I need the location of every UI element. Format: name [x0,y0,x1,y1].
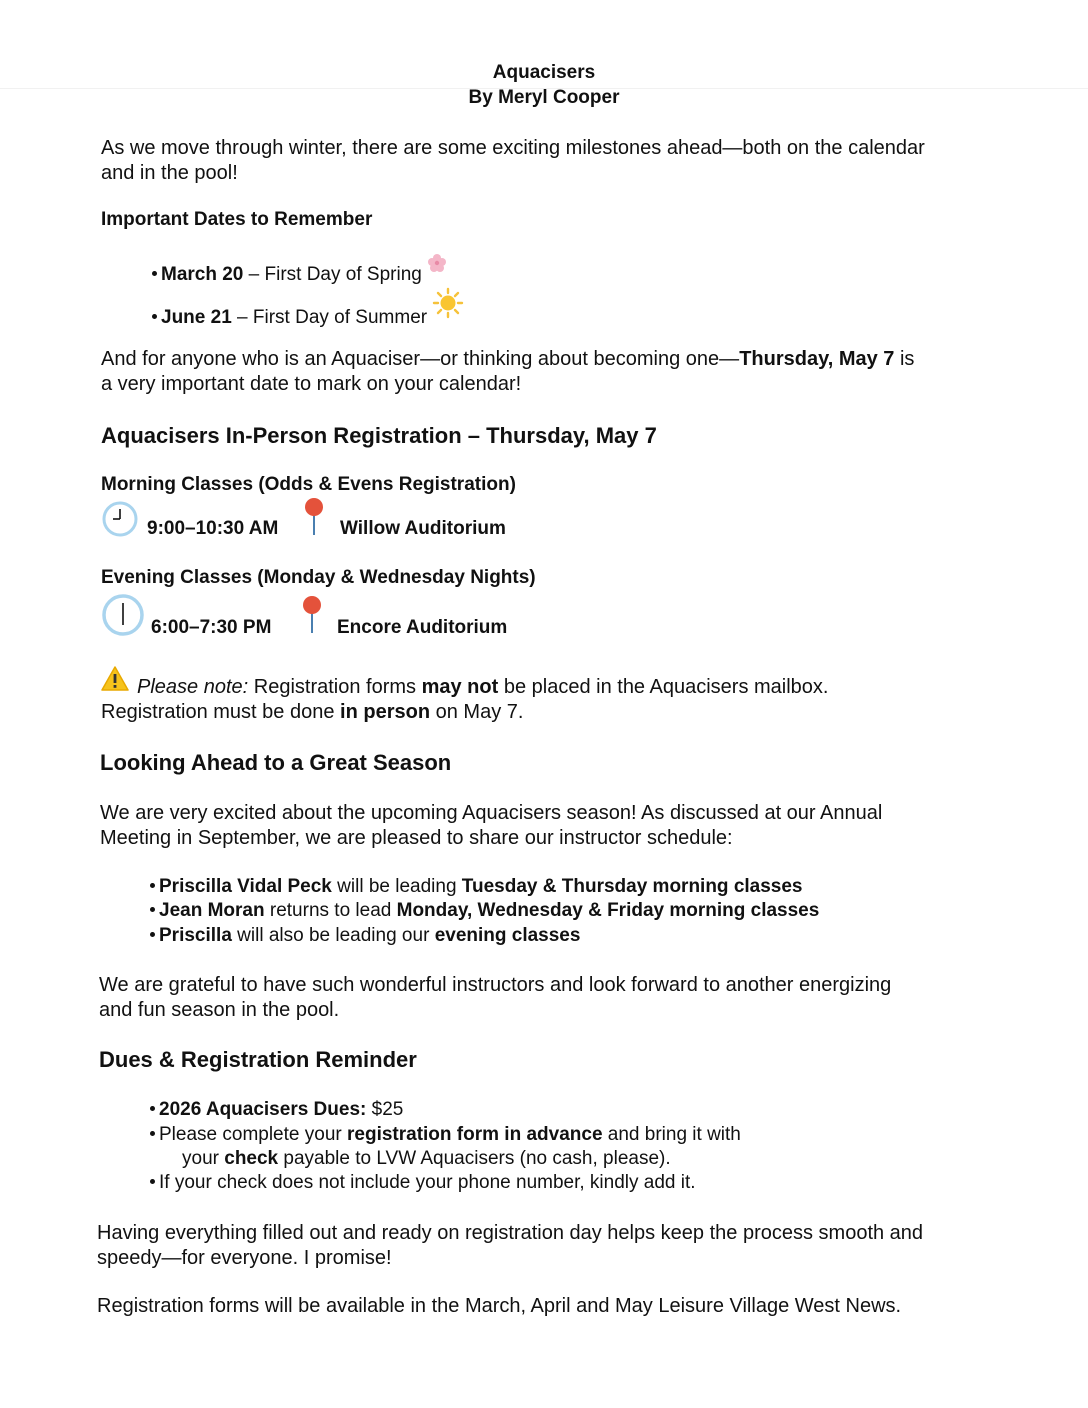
cherry-blossom-icon [427,253,447,273]
instructor-text: will also be leading our [231,925,435,946]
final-paragraph: Registration forms will be available in the March, April and May Leisure Village West News. [97,1295,902,1317]
note-label: Please note: [137,676,249,698]
date-label: June 21 [161,307,232,328]
dues-label: 2026 Aquacisers Dues: [159,1099,367,1120]
dues-item [150,1124,741,1146]
season-line-1: We are very excited about the upcoming Aquacisers season! As discussed at our Annual [100,802,883,824]
callout-line-2: a very important date to mark on your calendar! [101,372,522,395]
dues-item [150,1099,403,1121]
note-text: Registration must be done [101,700,341,723]
season-heading: Looking Ahead to a Great Season [100,750,452,775]
byline: By Meryl Cooper [468,87,620,108]
date-item [152,297,464,329]
note-text: Registration forms [248,676,422,698]
dues-text: and bring it with [602,1124,741,1145]
season-paragraph [100,801,882,850]
gratitude-paragraph [99,973,891,1022]
instructor-item [150,876,803,898]
note-emphasis: may not [421,676,499,698]
map-pin-icon [300,595,324,635]
morning-time: 9:00–10:30 AM [147,518,279,539]
note-emphasis: in person [340,700,431,723]
instructor-item [150,900,819,922]
dues-item [150,1172,696,1194]
evening-location: Encore Auditorium [337,617,508,638]
closing-line-2: speedy—for everyone. I promise! [97,1246,392,1269]
evening-time: 6:00–7:30 PM [151,617,272,638]
bullet-dot [150,1179,155,1184]
bullet-dot [150,1131,155,1136]
morning-location: Willow Auditorium [340,518,506,539]
instructor-name: Priscilla Vidal Peck [159,876,332,897]
date-label: March 20 [161,264,244,285]
page-title: Aquacisers [492,62,596,83]
instructor-classes: evening classes [434,925,581,946]
instructor-name: Jean Moran [159,900,265,921]
bullet-dot [152,314,157,319]
intro-line-2: and in the pool! [101,161,238,184]
intro-line-1: As we move through winter, there are some exciting milestones ahead—both on the calendar [101,137,925,159]
date-item [152,261,447,286]
dates-heading: Important Dates to Remember [101,209,373,230]
instructor-name: Priscilla [159,925,232,946]
morning-heading: Morning Classes (Odds & Evens Registration) [101,474,516,495]
instructor-text: will be leading [331,876,462,897]
dues-text: payable to LVW Aquacisers (no cash, please). [278,1148,671,1169]
bullet-dot [152,271,157,276]
dues-emphasis: registration form in advance [347,1124,603,1145]
note-paragraph [101,675,828,724]
dues-amount: $25 [366,1099,404,1120]
season-line-2: Meeting in September, we are pleased to share our instructor schedule: [100,826,733,849]
registration-heading: Aquacisers In-Person Registration – Thursday, May 7 [101,423,657,448]
bullet-dot [150,1106,155,1111]
dues-text: Please complete your [159,1124,347,1145]
callout-text: is [894,348,915,370]
sun-icon [432,287,464,319]
note-text: be placed in the Aquacisers mailbox. [498,676,829,698]
gratitude-line-1: We are grateful to have such wonderful instructors and look forward to another energizing [99,974,892,996]
dues-heading: Dues & Registration Reminder [99,1047,417,1072]
dues-text: your [182,1148,225,1169]
closing-line-1: Having everything filled out and ready on registration day helps keep the process smooth and [97,1222,924,1244]
intro-paragraph [101,136,925,185]
bullet-dot [150,883,155,888]
dues-item-continuation [182,1148,671,1170]
clock-icon [102,501,138,537]
date-text: – First Day of Spring [243,264,428,285]
map-pin-icon [302,497,326,537]
instructor-text: returns to lead [264,900,397,921]
bullet-dot [150,907,155,912]
instructor-item [150,925,580,947]
dues-text: If your check does not include your phone number, kindly add it. [159,1172,696,1193]
closing-paragraph [97,1221,923,1270]
note-text: on May 7. [430,700,524,723]
callout-date: Thursday, May 7 [739,348,895,370]
dues-emphasis: check [224,1148,279,1169]
callout-paragraph [101,347,914,396]
instructor-classes: Monday, Wednesday & Friday morning classes [396,900,820,921]
gratitude-line-2: and fun season in the pool. [99,998,340,1021]
callout-text: And for anyone who is an Aquaciser—or thinking about becoming one— [101,348,740,370]
date-text: – First Day of Summer [231,307,433,328]
instructor-classes: Tuesday & Thursday morning classes [461,876,803,897]
bullet-dot [150,932,155,937]
evening-heading: Evening Classes (Monday & Wednesday Nights) [101,567,536,588]
clock-icon [102,594,144,636]
